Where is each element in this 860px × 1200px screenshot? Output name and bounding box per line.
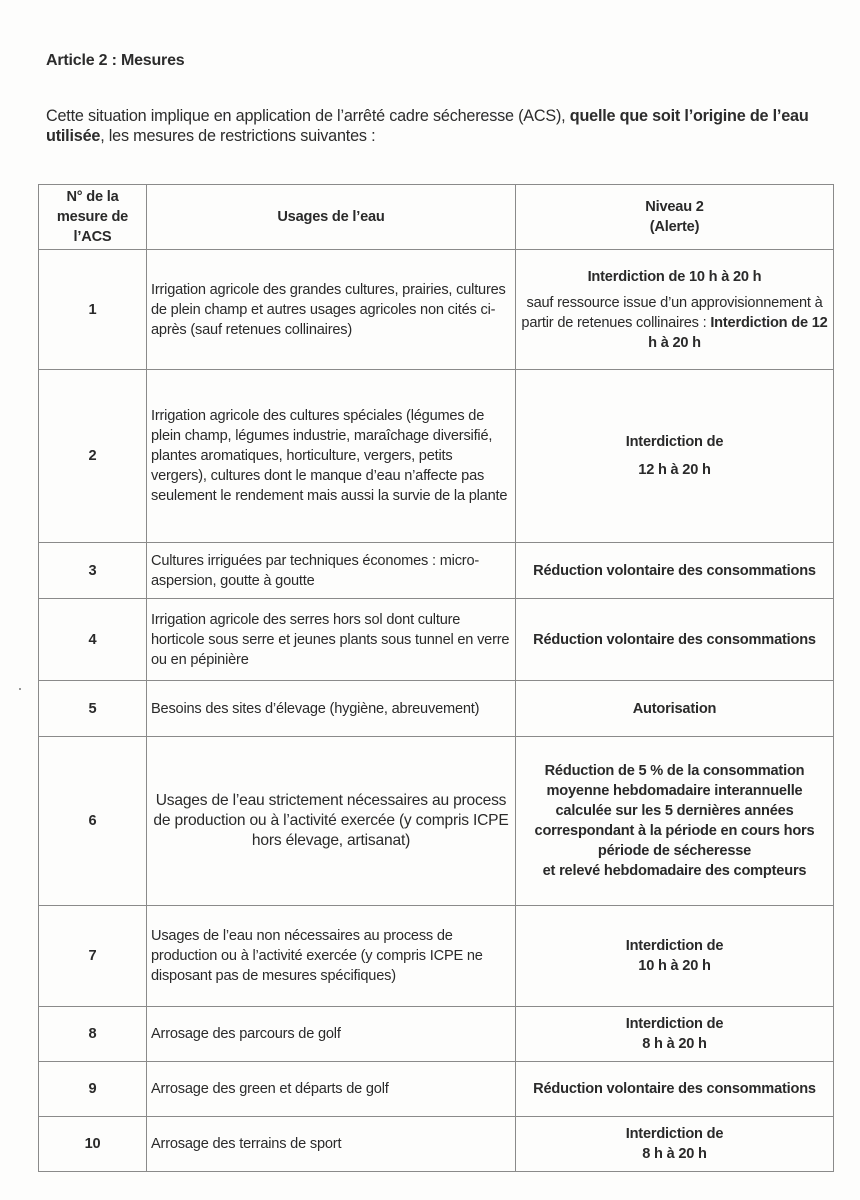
water-usage: Irrigation agricole des cultures spéciales (légumes de plein champ, légumes industrie, maraîchage diversifié, plantes aromatiques, horticulture, vergers, petits vergers), cultures dont le manque d’eau n’affecte pas seulement le rendement mais aussi la survie de la plante	[147, 370, 516, 543]
restriction-measures-table	[38, 184, 834, 1172]
restriction-line2: 8 h à 20 h	[642, 1146, 707, 1162]
measure-number: 2	[39, 370, 147, 543]
restriction-bold-2: Interdiction de 12 h à 20 h	[648, 314, 828, 351]
header-level-line1: Niveau 2	[645, 199, 704, 215]
table-row	[39, 1007, 834, 1062]
water-usage: Cultures irriguées par techniques économes : micro-aspersion, goutte à goutte	[147, 543, 516, 599]
header-measure-number: N° de la mesure de l’ACS	[39, 185, 147, 250]
measure-number: 6	[39, 737, 147, 906]
restriction-line1: Interdiction de	[625, 938, 724, 954]
restriction-level	[516, 1117, 834, 1172]
header-water-usage: Usages de l’eau	[147, 185, 516, 250]
table-row	[39, 1062, 834, 1117]
table-row	[39, 681, 834, 737]
water-usage: Arrosage des green et départs de golf	[147, 1062, 516, 1117]
restriction-level	[516, 370, 834, 543]
article-heading: Article 2 : Mesures	[46, 52, 185, 69]
restriction-level	[516, 737, 834, 906]
measure-number: 1	[39, 250, 147, 370]
restriction-line1: Interdiction de	[625, 1126, 724, 1142]
water-usage: Usages de l’eau strictement nécessaires au process de production ou à l’activité exercée (y compris ICPE hors élevage, artisanat)	[147, 737, 516, 906]
table-row	[39, 250, 834, 370]
restriction-level: Réduction volontaire des consommations	[516, 543, 834, 599]
water-usage: Irrigation agricole des grandes cultures, prairies, cultures de plein champ et autres usages agricoles non cités ci-après (sauf retenues collinaires)	[147, 250, 516, 370]
water-usage: Irrigation agricole des serres hors sol dont culture horticole sous serre et jeunes plants sous tunnel en verre ou en pépinière	[147, 599, 516, 681]
table-row	[39, 906, 834, 1007]
restriction-line2: 12 h à 20 h	[638, 462, 711, 478]
water-usage: Usages de l’eau non nécessaires au process de production ou à l’activité exercée (y compris ICPE ne disposant pas de mesures spécifiques)	[147, 906, 516, 1007]
restriction-level	[516, 250, 834, 370]
table-row	[39, 1117, 834, 1172]
restriction-line2: 8 h à 20 h	[642, 1036, 707, 1052]
restriction-level	[516, 906, 834, 1007]
restriction-level: Autorisation	[516, 681, 834, 737]
water-usage: Besoins des sites d’élevage (hygiène, abreuvement)	[147, 681, 516, 737]
scan-speck	[19, 688, 21, 690]
table-row	[39, 599, 834, 681]
restriction-line1: Interdiction de	[625, 434, 724, 450]
restriction-line1: Interdiction de	[625, 1016, 724, 1032]
restriction-level: Réduction volontaire des consommations	[516, 599, 834, 681]
intro-paragraph	[46, 106, 846, 146]
table-row	[39, 737, 834, 906]
measure-number: 10	[39, 1117, 147, 1172]
restriction-line1: Réduction de 5 % de la consommation moyenne hebdomadaire interannuelle calculée sur les 5 dernières années correspondant à la période en cours hors période de sécheresse	[534, 763, 815, 859]
water-usage: Arrosage des parcours de golf	[147, 1007, 516, 1062]
restriction-exception: sauf ressource issue d’un approvisionnement à partir de retenues collinaires :	[521, 294, 823, 331]
water-usage: Arrosage des terrains de sport	[147, 1117, 516, 1172]
table-header-row	[39, 185, 834, 250]
restriction-line2: et relevé hebdomadaire des compteurs	[542, 863, 807, 879]
table-row	[39, 370, 834, 543]
measure-number: 8	[39, 1007, 147, 1062]
intro-text-part1: Cette situation implique en application de l’arrêté cadre sécheresse (ACS),	[46, 107, 570, 125]
header-level	[516, 185, 834, 250]
measure-number: 9	[39, 1062, 147, 1117]
intro-text-part2: , les mesures de restrictions suivantes :	[100, 127, 376, 145]
measure-number: 4	[39, 599, 147, 681]
intro-text-bold: quelle que soit l’origine de l’eau utilisée	[46, 107, 809, 145]
restriction-level	[516, 1007, 834, 1062]
table-row	[39, 543, 834, 599]
restriction-bold-1: Interdiction de 10 h à 20 h	[587, 268, 762, 285]
restriction-level: Réduction volontaire des consommations	[516, 1062, 834, 1117]
measure-number: 7	[39, 906, 147, 1007]
header-level-line2: (Alerte)	[649, 219, 700, 235]
restriction-line2: 10 h à 20 h	[638, 958, 711, 974]
measure-number: 3	[39, 543, 147, 599]
measure-number: 5	[39, 681, 147, 737]
